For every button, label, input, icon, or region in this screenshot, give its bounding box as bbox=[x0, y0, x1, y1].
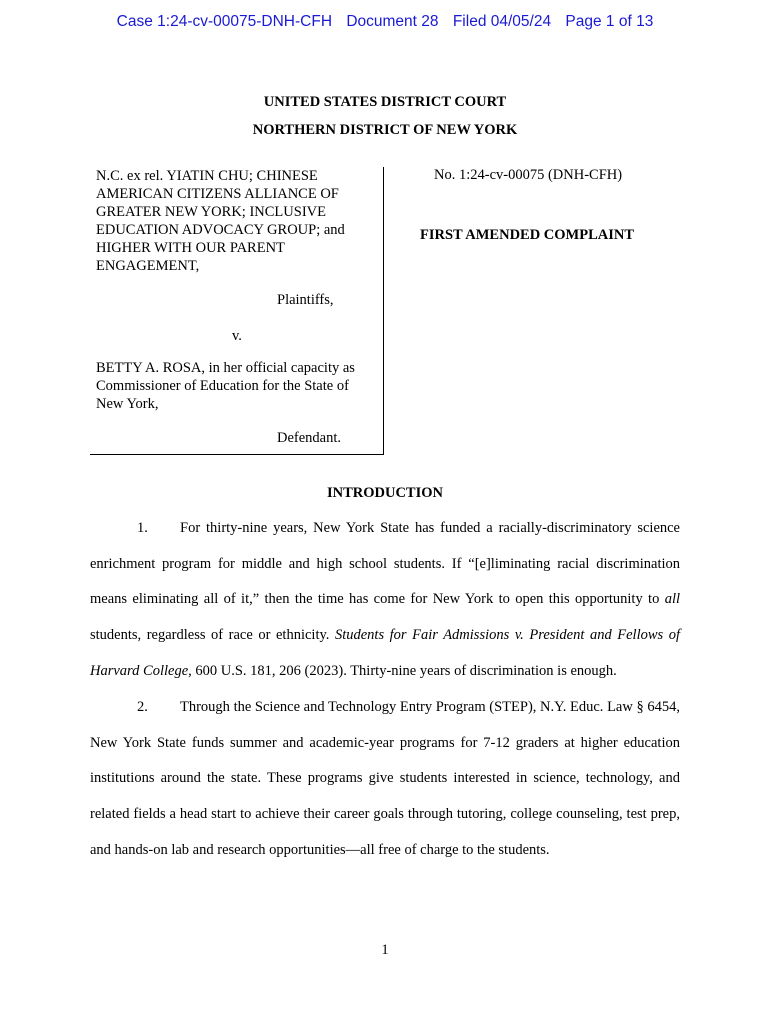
emphasis-text: all bbox=[664, 591, 680, 608]
filing-page-count: Page 1 of 13 bbox=[565, 13, 654, 30]
plaintiff-parties: N.C. ex rel. YIATIN CHU; CHINESE AMERICAN CITIZENS ALLIANCE OF GREATER NEW YORK; INCLUSIVE EDUCATION ADVOCACY GROUP; and HIGHER WITH OUR PARENT ENGAGEMENT, bbox=[96, 168, 345, 274]
paragraph-1 bbox=[90, 511, 680, 690]
defendant-label: Defendant. bbox=[277, 430, 342, 446]
paragraph-number: 1. bbox=[137, 520, 148, 536]
versus-label: v. bbox=[232, 328, 242, 344]
paragraph-text: For thirty-nine years, New York State has funded a racially-discriminatory science enrichment program for middle and high school students. If “[e]liminating racial discrimination means eliminating all of it,” then the time has come for New York to open this opportunity to bbox=[90, 520, 680, 608]
caption-horizontal-divider bbox=[90, 454, 384, 455]
court-district: NORTHERN DISTRICT OF NEW YORK bbox=[252, 122, 518, 138]
case-caption-parties bbox=[96, 167, 376, 446]
filing-case-number: Case 1:24-cv-00075-DNH-CFH bbox=[116, 13, 333, 30]
filing-document-number: Document 28 bbox=[346, 13, 439, 30]
case-citation: Students for Fair Admissions v. President and Fellows of Harvard College bbox=[90, 627, 680, 679]
filing-date: Filed 04/05/24 bbox=[452, 13, 552, 30]
page-number: 1 bbox=[381, 942, 389, 958]
defendant-party: BETTY A. ROSA, in her official capacity as Commissioner of Education for the State of New York, bbox=[96, 360, 355, 412]
paragraph-2 bbox=[90, 690, 680, 869]
filing-header bbox=[0, 13, 770, 31]
case-number: No. 1:24-cv-00075 (DNH-CFH) bbox=[434, 167, 623, 183]
plaintiffs-label: Plaintiffs, bbox=[277, 292, 334, 308]
paragraph-text: , 600 U.S. 181, 206 (2023). Thirty-nine years of discrimination is enough. bbox=[188, 662, 617, 679]
caption-vertical-divider bbox=[383, 167, 384, 454]
paragraph-number: 2. bbox=[137, 699, 148, 715]
paragraph-text: students, regardless of race or ethnicity. bbox=[90, 627, 335, 644]
section-title: INTRODUCTION bbox=[326, 485, 443, 501]
document-title: FIRST AMENDED COMPLAINT bbox=[420, 227, 635, 243]
court-name: UNITED STATES DISTRICT COURT bbox=[263, 94, 507, 110]
paragraph-text: Through the Science and Technology Entry Program (STEP), N.Y. Educ. Law § 6454, New York State funds summer and academic-year programs for 7-12 graders at higher education institutions around the state. These programs give students interested in science, technology, and related fields a head start to achieve their career goals through tutoring, college counseling, test prep, and hands-on lab and research opportunities—all free of charge to the students. bbox=[90, 699, 680, 858]
